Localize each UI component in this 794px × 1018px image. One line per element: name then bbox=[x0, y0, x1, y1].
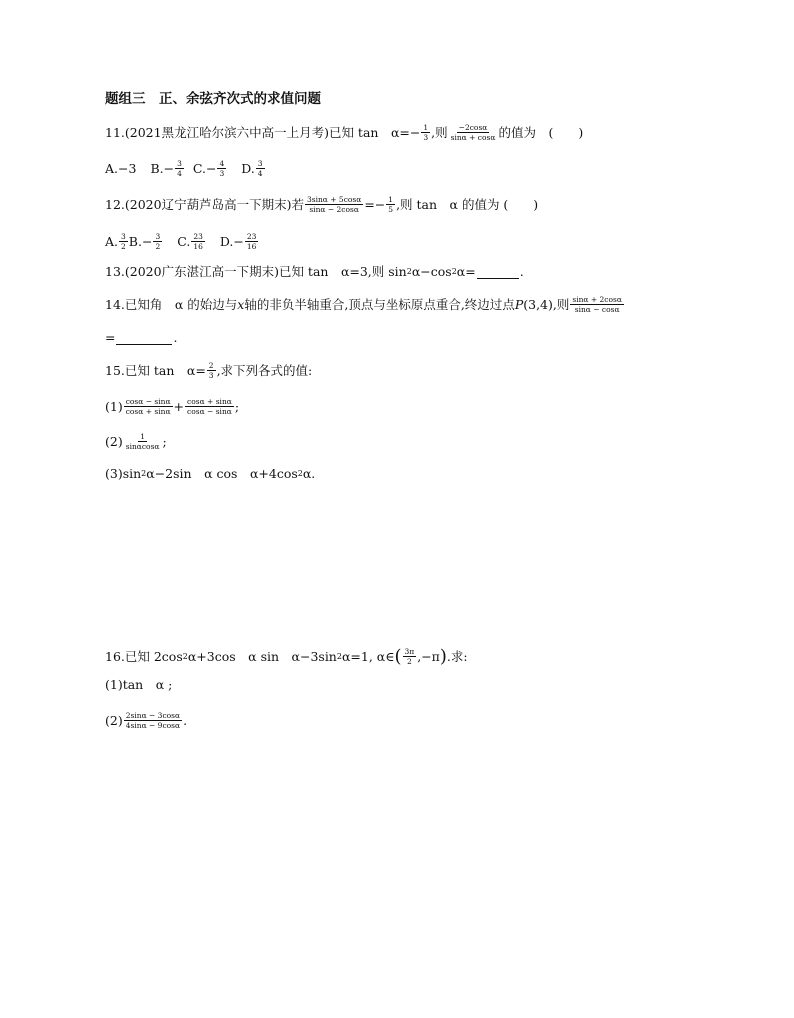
q15-2-fraction bbox=[124, 432, 162, 451]
question-14 bbox=[105, 295, 625, 314]
q12-ob-den: 2 bbox=[155, 242, 161, 251]
q12-suffix: ,则 tan α 的值为 ( ) bbox=[396, 196, 539, 212]
q14-answer-blank[interactable] bbox=[116, 332, 172, 345]
question-12 bbox=[105, 195, 538, 214]
q12-option-c: C. bbox=[177, 233, 191, 249]
q11-f1-num: 1 bbox=[423, 123, 429, 132]
q15-f-num: 2 bbox=[208, 361, 214, 370]
q13-answer-blank[interactable] bbox=[477, 266, 519, 279]
question-16-part-1 bbox=[105, 677, 172, 693]
q15-1-plus: + bbox=[173, 398, 185, 414]
q16-mid-2: α=1, α∈ bbox=[341, 648, 395, 664]
q12-fraction-1 bbox=[305, 195, 363, 214]
q11-fraction-2 bbox=[449, 123, 498, 142]
q15-3-mid: α−2sin α cos α+4cos bbox=[146, 466, 298, 481]
q12-eq: =− bbox=[364, 196, 386, 212]
q14-eq: = bbox=[105, 330, 116, 345]
q16-mid-1: α+3cos α sin α−3sin bbox=[187, 648, 337, 664]
question-14-answer bbox=[105, 330, 177, 346]
q11-option-d: D. bbox=[241, 160, 255, 176]
q16-2-f-num: 2sinα − 3cosα bbox=[125, 711, 181, 720]
q15-2-f-num: 1 bbox=[140, 432, 145, 441]
question-16: 16.已知 2cos 2 α+3cos α sin α−3sin 2 α=1, α∈ ( $\frac{3\pi}{2}$ ,−π ) .求: bbox=[105, 645, 468, 667]
q15-prefix: 15.已知 tan α= bbox=[105, 362, 206, 378]
q11-mid: ,则 bbox=[431, 124, 448, 140]
q11-ob-den: 4 bbox=[177, 169, 182, 178]
q16-2-f-den: 4sinα − 9cosα bbox=[125, 721, 181, 730]
q16-f-den: 2 bbox=[406, 657, 412, 666]
q15-fraction bbox=[207, 361, 216, 380]
question-15 bbox=[105, 361, 312, 380]
q11-neg: − bbox=[409, 124, 421, 140]
question-13: 13.(2020广东湛江高一下期末)已知 tan α=3,则 sin 2 α−cos 2 α= . bbox=[105, 264, 524, 279]
q12-od-den: 16 bbox=[246, 242, 257, 251]
q15-1-fraction-2 bbox=[185, 397, 234, 416]
question-15-part-3: (3)sin 2 α−2sin α cos α+4cos 2 α. bbox=[105, 466, 316, 481]
q16-rparen: ) bbox=[439, 645, 447, 667]
q11-option-c: C.− bbox=[192, 160, 217, 176]
q12-ob-num: 3 bbox=[155, 232, 161, 241]
q11-f1-den: 3 bbox=[423, 133, 429, 142]
q14-x: x bbox=[237, 296, 245, 312]
q13-suffix: α= bbox=[456, 264, 476, 279]
q12-option-d: D.− bbox=[219, 233, 244, 249]
q12-od-num: 23 bbox=[246, 232, 257, 241]
q12-oa-num: 3 bbox=[121, 232, 126, 241]
q14-f-den: sinα − cosα bbox=[574, 305, 620, 314]
section-title-text: 题组三 正、余弦齐次式的求值问题 bbox=[105, 91, 321, 107]
q12-oa-den: 2 bbox=[121, 242, 126, 251]
q12-f1-den: sinα − 2cosα bbox=[309, 205, 359, 214]
q13-end: . bbox=[519, 264, 524, 279]
q11-prefix: 11.(2021黑龙江哈尔滨六中高一上月考)已知 tan α= bbox=[105, 124, 410, 140]
q11-oc-den: 3 bbox=[219, 169, 225, 178]
question-16-part-2 bbox=[105, 711, 187, 730]
q12-oc-den: 16 bbox=[193, 242, 203, 251]
q11-oc-num: 4 bbox=[219, 159, 225, 168]
q16-prefix: 16.已知 2cos bbox=[105, 648, 183, 664]
q12-option-b: B.− bbox=[128, 233, 153, 249]
q15-2-end: ; bbox=[162, 433, 167, 449]
q15-1-f2-den: cosα − sinα bbox=[187, 407, 232, 416]
q14-point: (3,4),则 bbox=[523, 296, 570, 312]
q14-mid: 轴的非负半轴重合,顶点与坐标原点重合,终边过点 bbox=[244, 296, 515, 312]
q15-suffix: ,求下列各式的值: bbox=[216, 362, 313, 378]
q15-2-f-den: sinαcosα bbox=[125, 442, 160, 451]
q16-2-label: (2) bbox=[105, 712, 123, 728]
q14-p: P bbox=[514, 296, 524, 312]
q12-option-c-fraction bbox=[191, 232, 205, 251]
q15-3-end: α. bbox=[302, 466, 316, 481]
q15-1-f1-den: cosα + sinα bbox=[125, 407, 171, 416]
q16-rest: ,−π bbox=[417, 648, 440, 664]
q15-f-den: 3 bbox=[208, 371, 214, 380]
q14-fraction bbox=[570, 295, 624, 314]
q13-mid: α−cos bbox=[411, 264, 452, 279]
q15-3-label: (3)sin bbox=[105, 466, 142, 481]
q15-1-label: (1) bbox=[105, 398, 123, 414]
q11-f2-num: −2cosα bbox=[458, 123, 488, 132]
q16-lparen: ( bbox=[394, 645, 402, 667]
q11-f2-den: sinα + cosα bbox=[450, 133, 496, 142]
q16-1-text: (1)tan α ; bbox=[105, 677, 173, 692]
q15-2-label: (2) bbox=[105, 433, 123, 449]
q12-prefix: 12.(2020辽宁葫芦岛高一下期末)若 bbox=[105, 196, 304, 212]
question-11-options bbox=[105, 159, 266, 178]
q12-option-b-fraction bbox=[153, 232, 162, 251]
q12-option-a: A. bbox=[105, 233, 119, 249]
q12-option-a-fraction bbox=[119, 232, 128, 251]
question-15-part-2 bbox=[105, 432, 167, 451]
question-11 bbox=[105, 123, 583, 142]
q12-oc-num: 23 bbox=[193, 232, 203, 241]
q15-1-fraction-1 bbox=[124, 397, 173, 416]
q11-od-num: 3 bbox=[257, 159, 263, 168]
q11-option-b: B.− bbox=[150, 160, 175, 176]
q12-f1-num: 3sinα + 5cosα bbox=[306, 195, 362, 204]
q11-ob-num: 3 bbox=[177, 159, 182, 168]
q12-option-d-fraction bbox=[245, 232, 259, 251]
section-title bbox=[105, 91, 321, 107]
question-12-options bbox=[105, 232, 259, 251]
q16-2-end: . bbox=[183, 712, 188, 728]
q11-option-a: A.−3 bbox=[105, 160, 137, 176]
q12-fraction-2 bbox=[386, 195, 395, 214]
q16-suffix: .求: bbox=[446, 648, 468, 664]
q11-option-b-fraction bbox=[175, 159, 184, 178]
q11-option-c-fraction bbox=[217, 159, 226, 178]
q14-prefix: 14.已知角 α 的始边与 bbox=[105, 296, 238, 312]
q12-f2-num: 1 bbox=[388, 195, 394, 204]
q15-1-end: ; bbox=[234, 398, 240, 414]
q14-end: . bbox=[173, 330, 178, 345]
q11-option-d-fraction bbox=[256, 159, 265, 178]
q11-od-den: 4 bbox=[257, 169, 263, 178]
q13-prefix: 13.(2020广东湛江高一下期末)已知 tan α=3,则 sin bbox=[105, 264, 407, 279]
q15-1-f2-num: cosα + sinα bbox=[187, 397, 232, 406]
q16-fraction bbox=[403, 647, 417, 666]
q16-f-num: 3π bbox=[404, 647, 415, 656]
q16-2-fraction bbox=[124, 711, 182, 730]
q15-1-f1-num: cosα − sinα bbox=[125, 397, 171, 406]
question-15-part-1 bbox=[105, 397, 239, 416]
q11-suffix: 的值为 ( ) bbox=[498, 124, 584, 140]
q11-fraction-1 bbox=[421, 123, 430, 142]
q14-f-num: sinα + 2cosα bbox=[572, 295, 622, 304]
q12-f2-den: 5 bbox=[388, 205, 394, 214]
